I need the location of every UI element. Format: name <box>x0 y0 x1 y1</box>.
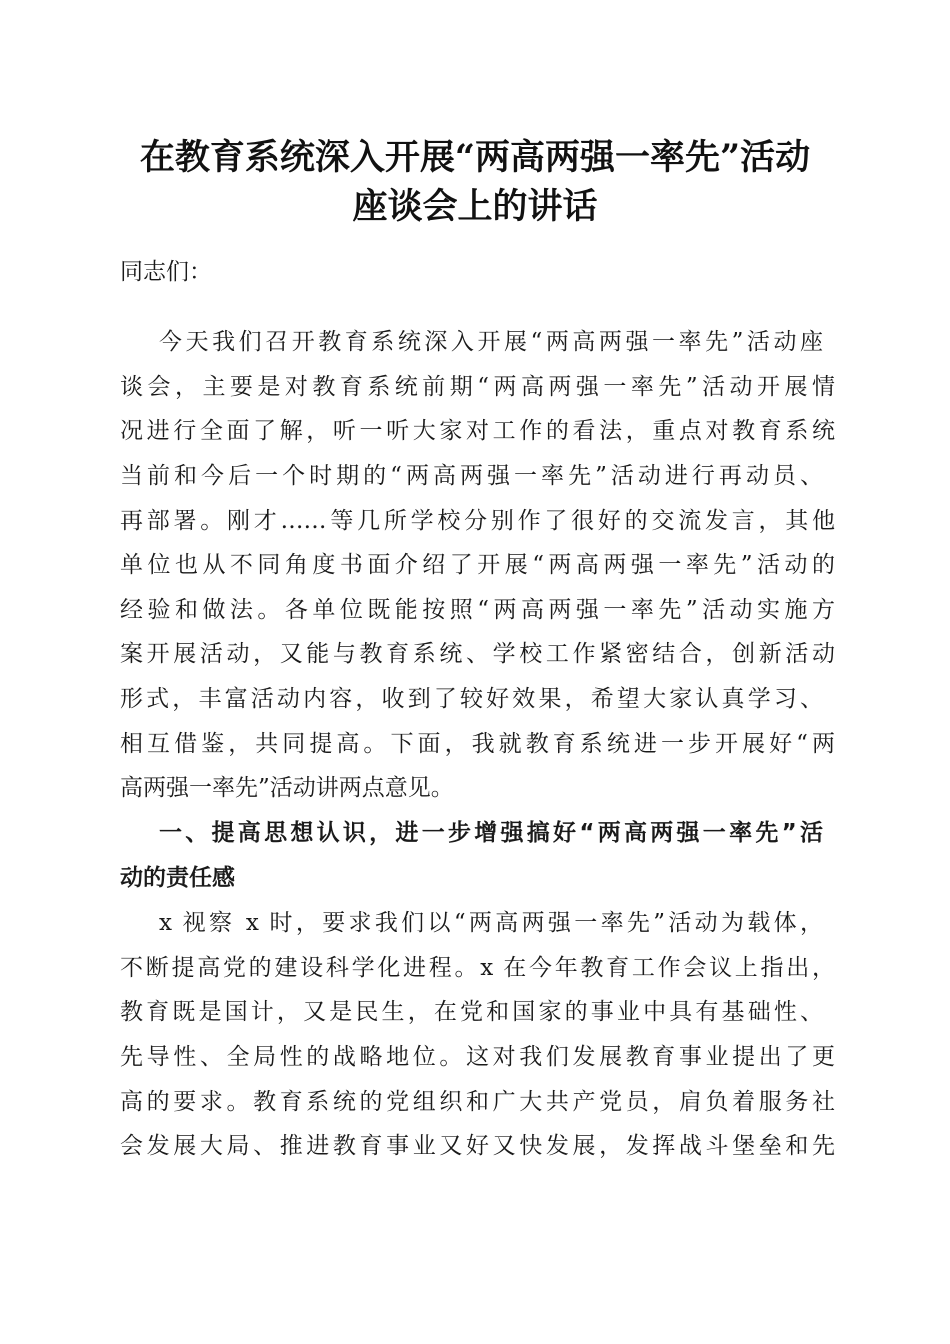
paragraph-1-line: 案开展活动，又能与教育系统、学校工作紧密结合，创新活动 <box>120 641 835 667</box>
paragraph-2-line: 不断提高党的建设科学化进程。x 在今年教育工作会议上指出， <box>120 955 835 981</box>
paragraph-1-line: 相互借鉴，共同提高。下面，我就教育系统进一步开展好“两 <box>120 731 835 757</box>
paragraph-1-line: 经验和做法。各单位既能按照“两高两强一率先”活动实施方 <box>120 597 835 623</box>
paragraph-1-line: 形式，丰富活动内容，收到了较好效果，希望大家认真学习、 <box>120 686 823 712</box>
paragraph-1-line: 高两强一率先”活动讲两点意见。 <box>120 775 454 801</box>
salutation: 同志们： <box>120 259 212 285</box>
document-title-line-2: 座谈会上的讲话 <box>352 186 598 227</box>
paragraph-2-line: 先导性、全局性的战略地位。这对我们发展教育事业提出了更 <box>120 1044 835 1070</box>
paragraph-2-line: 高的要求。教育系统的党组织和广大共产党员，肩负着服务社 <box>120 1089 835 1115</box>
section-heading-line: 动的责任感 <box>120 865 235 891</box>
paragraph-2-line: 教育既是国计，又是民生，在党和国家的事业中具有基础性、 <box>120 999 823 1025</box>
paragraph-1-line: 今天我们召开教育系统深入开展“两高两强一率先”活动座 <box>159 329 823 355</box>
paragraph-1-line: 况进行全面了解，听一听大家对工作的看法，重点对教育系统 <box>120 418 835 444</box>
paragraph-1-line: 当前和今后一个时期的“两高两强一率先”活动进行再动员、 <box>120 463 823 489</box>
paragraph-2-line: 会发展大局、推进教育事业又好又快发展，发挥战斗堡垒和先 <box>120 1133 835 1159</box>
section-heading-line: 一、提高思想认识，进一步增强搞好“两高两强一率先”活 <box>159 820 823 846</box>
paragraph-1-line: 单位也从不同角度书面介绍了开展“两高两强一率先”活动的 <box>120 552 835 578</box>
paragraph-1-line: 谈会，主要是对教育系统前期“两高两强一率先”活动开展情 <box>120 374 835 400</box>
paragraph-2-line: x 视察 x 时，要求我们以“两高两强一率先”活动为载体， <box>159 910 823 936</box>
paragraph-1-line: 再部署。刚才……等几所学校分别作了很好的交流发言，其他 <box>120 508 835 534</box>
document-title-line-1: 在教育系统深入开展“两高两强一率先”活动 <box>139 137 811 178</box>
